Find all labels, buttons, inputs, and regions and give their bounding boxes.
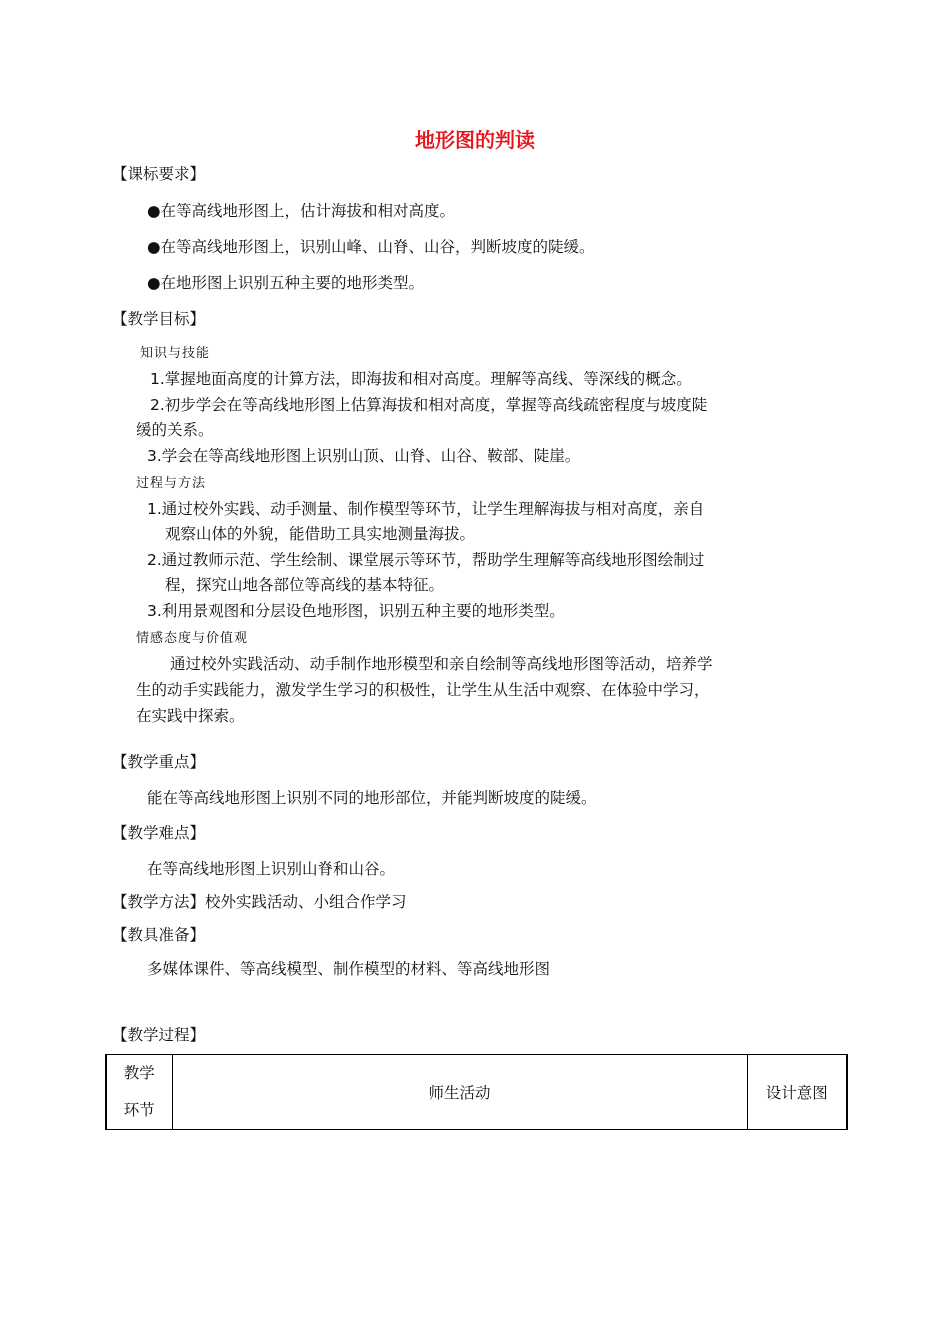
goals-knowledge-line: 缓的关系。 [136,421,214,439]
tools-text: 多媒体课件、等高线模型、制作模型的材料、等高线地形图 [147,960,551,978]
table-header-intent: 设计意图 [747,1055,847,1130]
method-text: 校外实践活动、小组合作学习 [205,893,407,911]
goals-process-line: 3.利用景观图和分层设色地形图，识别五种主要的地形类型。 [147,602,565,620]
goals-emotion-label: 情感态度与价值观 [136,631,249,646]
procedure-table [105,1054,848,1130]
section-heading-difficulties: 【教学难点】 [112,824,206,842]
goals-emotion-line: 生的动手实践能力，激发学生学习的积极性，让学生从生活中观察、在体验中学习， [136,681,710,699]
goals-emotion-line: 通过校外实践活动、动手制作地形模型和亲自绘制等高线地形图等活动，培养学 [170,655,713,673]
goals-process-line: 1.通过校外实践、动手测量、制作模型等环节，让学生理解海拔与相对高度，亲自 [147,500,705,518]
section-heading-method: 【教学方法】 [112,893,206,911]
goals-knowledge-line: 1.掌握地面高度的计算方法，即海拔和相对高度。理解等高线、等深线的概念。 [150,370,692,388]
curriculum-item: ●在等高线地形图上，估计海拔和相对高度。 [147,202,456,220]
section-method [112,890,407,912]
goals-process-line: 程，探究山地各部位等高线的基本特征。 [165,576,445,594]
section-heading-procedure: 【教学过程】 [112,1026,206,1044]
difficulties-text: 在等高线地形图上识别山脊和山谷。 [147,860,396,878]
table-header-stage [106,1055,172,1130]
table-header-activities: 师生活动 [172,1055,747,1130]
table-header-stage-line2: 环节 [123,1101,155,1119]
goals-knowledge-line: 3.学会在等高线地形图上识别山顶、山脊、山谷、鞍部、陡崖。 [147,447,581,465]
table-header-stage-line1: 教学 [123,1064,155,1082]
section-heading-tools: 【教具准备】 [112,926,206,944]
key-points-text: 能在等高线地形图上识别不同的地形部位，并能判断坡度的陡缓。 [147,789,597,807]
goals-process-label: 过程与方法 [136,476,207,491]
section-heading-curriculum: 【课标要求】 [112,165,206,183]
goals-process-line: 2.通过教师示范、学生绘制、课堂展示等环节，帮助学生理解等高线地形图绘制过 [147,551,705,569]
goals-process-line: 观察山体的外貌，能借助工具实地测量海拔。 [165,525,476,543]
curriculum-item: ●在等高线地形图上，识别山峰、山脊、山谷，判断坡度的陡缓。 [147,238,595,256]
goals-emotion-line: 在实践中探索。 [136,707,245,725]
curriculum-item: ●在地形图上识别五种主要的地形类型。 [147,274,425,292]
goals-knowledge-label: 知识与技能 [140,346,211,361]
section-heading-goals: 【教学目标】 [112,310,206,328]
page-title: 地形图的判读 [415,128,535,152]
section-heading-key-points: 【教学重点】 [112,753,206,771]
table-row [106,1055,847,1130]
goals-knowledge-line: 2.初步学会在等高线地形图上估算海拔和相对高度，掌握等高线疏密程度与坡度陡 [150,396,708,414]
